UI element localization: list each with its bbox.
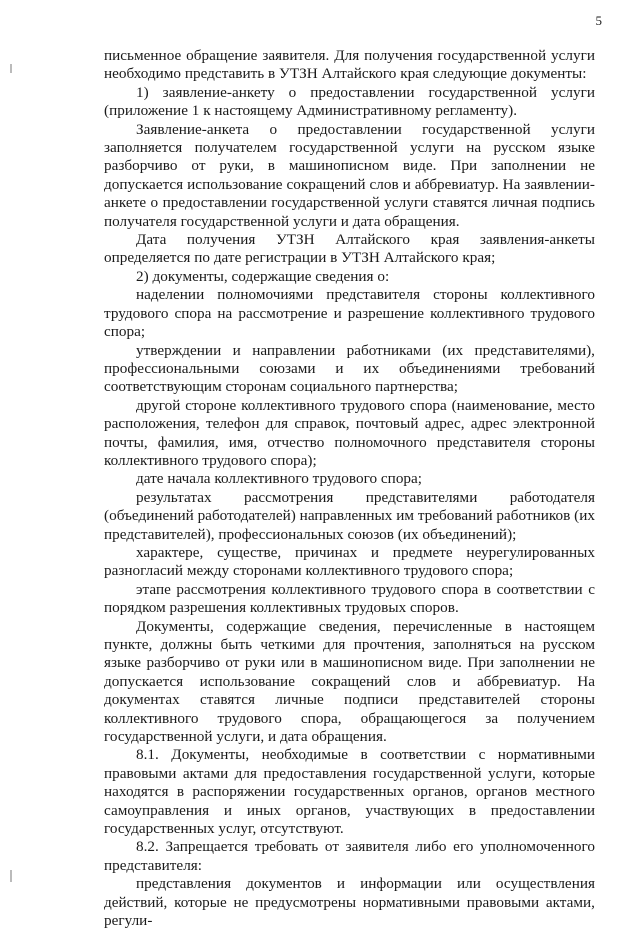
- scan-margin-mark: [10, 64, 12, 73]
- body-paragraph: дате начала коллективного трудового спора;: [136, 470, 423, 488]
- body-paragraph: утверждении и направлении работниками (их представителями), профессиональными союзами и их объединениями требований соответствующим сторонам социального партнерства;: [104, 341, 595, 396]
- body-paragraph: 8.1. Документы, необходимые в соответствии с нормативными правовыми актами для предоставления государственной услуги, которые находятся в распоряжении государственных органов, органов местного самоуправления и иных органов, участвующих в предоставлении государственных услуг, отсутствуют.: [104, 746, 595, 838]
- body-paragraph: этапе рассмотрения коллективного трудового спора в соответствии с порядком разрешения коллективных трудовых споров.: [104, 580, 595, 617]
- body-paragraph: другой стороне коллективного трудового спора (наименование, место расположения, телефон для справок, почтовый адрес, адрес электронной почты, фамилия, имя, отчество полномочного представителя стороны коллективного трудового спора);: [104, 396, 595, 469]
- body-paragraph: Заявление-анкета о предоставлении государственной услуги заполняется получателем государственной услуги на русском языке разборчиво от руки, в машинописном виде. При заполнении не допускается использование сокращений слов и аббревиатур. На заявлении-анкете о предоставлении государственной услуги ставятся личная подпись получателя государственной услуги и дата обращения.: [104, 120, 595, 230]
- page-number: 5: [595, 13, 602, 28]
- document-body: [104, 47, 595, 931]
- body-paragraph: 8.2. Запрещается требовать от заявителя либо его уполномоченного представителя:: [104, 838, 595, 874]
- body-paragraph: характере, существе, причинах и предмете неурегулированных разногласий между сторонами коллективного трудового спора;: [104, 543, 595, 580]
- body-paragraph: Дата получения УТЗН Алтайского края заявления-анкеты определяется по дате регистрации в УТЗН Алтайского края;: [104, 231, 595, 267]
- scan-margin-mark: [10, 870, 12, 882]
- body-paragraph: 1) заявление-анкету о предоставлении государственной услуги (приложение 1 к настоящему Административному регламенту).: [104, 83, 595, 120]
- body-paragraph: наделении полномочиями представителя стороны коллективного трудового спора на рассмотрение и разрешение коллективного трудового спора;: [104, 286, 595, 341]
- body-paragraph: представления документов и информации или осуществления действий, которые не предусмотрены нормативными правовыми актами, регули-: [104, 875, 595, 930]
- body-paragraph: 2) документы, содержащие сведения о:: [136, 267, 390, 285]
- body-paragraph: результатах рассмотрения представителями работодателя (объединений работодателей) направленных им требований работников (их представителей), профессиональных союзов (их объединений);: [104, 488, 595, 543]
- body-paragraph: письменное обращение заявителя. Для получения государственной услуги необходимо представить в УТЗН Алтайского края следующие документы:: [104, 47, 595, 83]
- body-paragraph: Документы, содержащие сведения, перечисленные в настоящем пункте, должны быть четкими для прочтения, заполняться на русском языке разборчиво от руки или в машинописном виде. При заполнении не допускается использование сокращений слов и аббревиатур. На документах ставятся личные подписи представителей стороны коллективного трудового спора, обращающегося за получением государственной услуги, и дата обращения.: [104, 617, 595, 746]
